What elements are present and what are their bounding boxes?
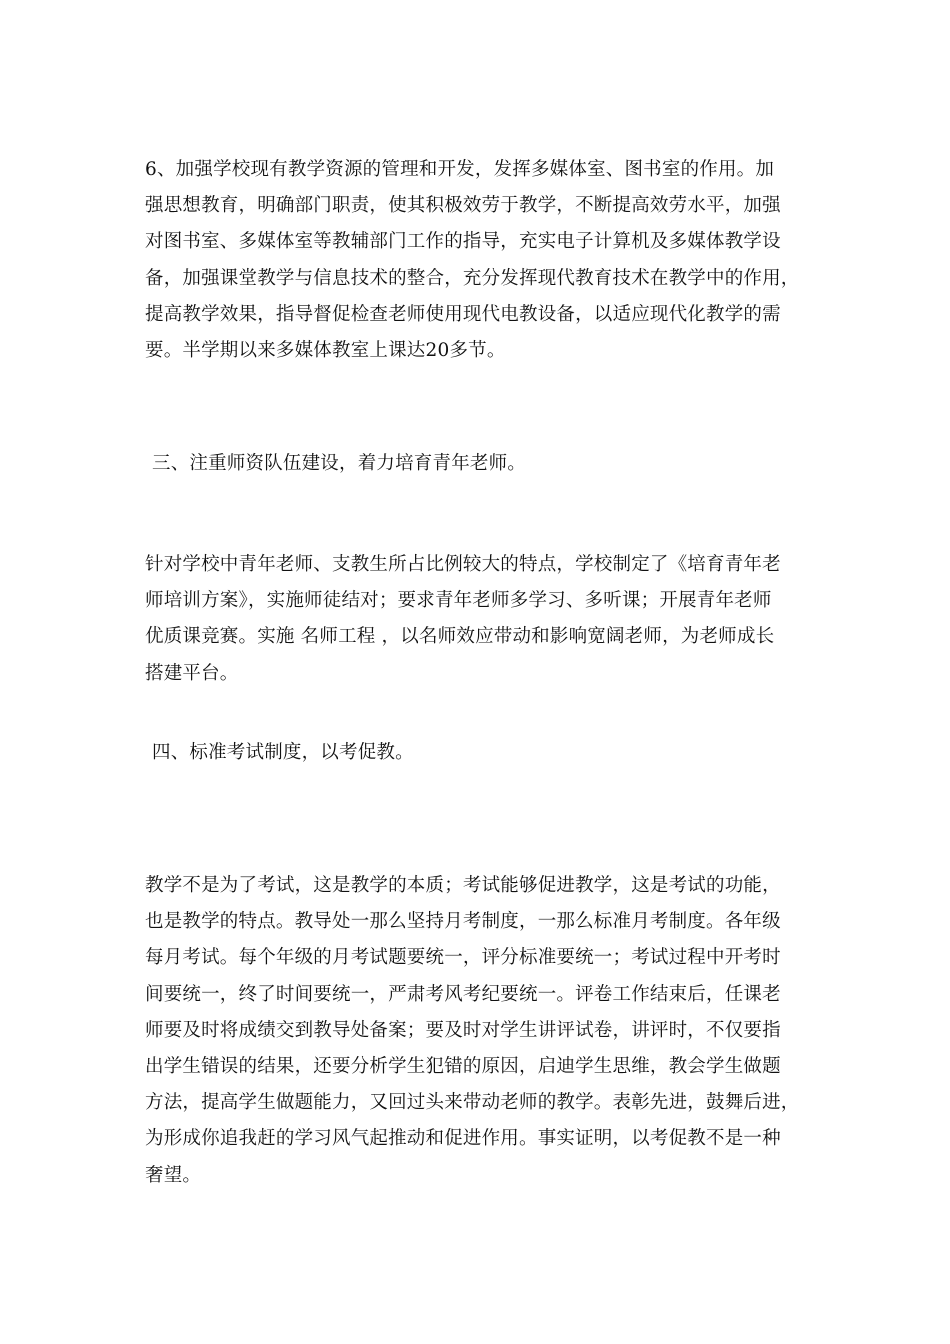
text-line: 教学不是为了考试，这是教学的本质；考试能够促进教学，这是考试的功能， <box>145 875 781 896</box>
text-line: 提高教学效果，指导督促检查老师使用现代电教设备，以适应现代化教学的需 <box>145 303 781 325</box>
text-line: 为形成你追我赶的学习风气起推动和促进作用。事实证明，以考促教不是一种 <box>145 1128 781 1150</box>
text-line: 对图书室、多媒体室等教辅部门工作的指导，充实电子计算机及多媒体教学设 <box>145 231 781 253</box>
text-line: 奢望。 <box>145 1164 202 1186</box>
text-line: 备，加强课堂教学与信息技术的整合，充分发挥现代教育技术在教学中的作用， <box>145 267 800 289</box>
text-line: 每月考试。每个年级的月考试题要统一，评分标准要统一；考试过程中开考时 <box>145 947 781 969</box>
text-line: 针对学校中青年老师、支教生所占比例较大的特点，学校制定了《培育青年老 <box>145 554 781 575</box>
text-line: 也是教学的特点。教导处一那么坚持月考制度，一那么标准月考制度。各年级 <box>145 911 781 933</box>
text-line: 间要统一，终了时间要统一，严肃考风考纪要统一。评卷工作结束后，任课老 <box>145 983 781 1005</box>
section-3-paragraph <box>145 547 805 692</box>
text-line: 6、加强学校现有教学资源的管理和开发，发挥多媒体室、图书室的作用。加 <box>145 159 775 180</box>
text-line: 师要及时将成绩交到教导处备案；要及时对学生讲评试卷，讲评时，不仅要指 <box>145 1019 781 1041</box>
text-line: 师培训方案》，实施师徒结对；要求青年老师多学习、多听课；开展青年老师 <box>145 590 772 612</box>
text-line: 要。半学期以来多媒体教室上课达20多节。 <box>145 340 506 362</box>
section-4-paragraph <box>145 868 805 1194</box>
text-line: 搭建平台。 <box>145 662 239 684</box>
section-heading-3: 三、注重师资队伍建设，着力培育青年老师。 <box>152 453 527 474</box>
text-line: 强思想教育，明确部门职责，使其积极效劳于教学，不断提高效劳水平，加强 <box>145 195 781 217</box>
paragraph-item-6 <box>145 152 805 369</box>
section-heading-4: 四、标准考试制度，以考促教。 <box>152 742 414 763</box>
text-line: 出学生错误的结果，还要分析学生犯错的原因，启迪学生思维，教会学生做题 <box>145 1056 781 1078</box>
text-line: 优质课竞赛。实施 名师工程 ，以名师效应带动和影响宽阔老师，为老师成长 <box>145 626 775 648</box>
text-line: 方法，提高学生做题能力，又回过头来带动老师的教学。表彰先进，鼓舞后进， <box>145 1092 800 1114</box>
